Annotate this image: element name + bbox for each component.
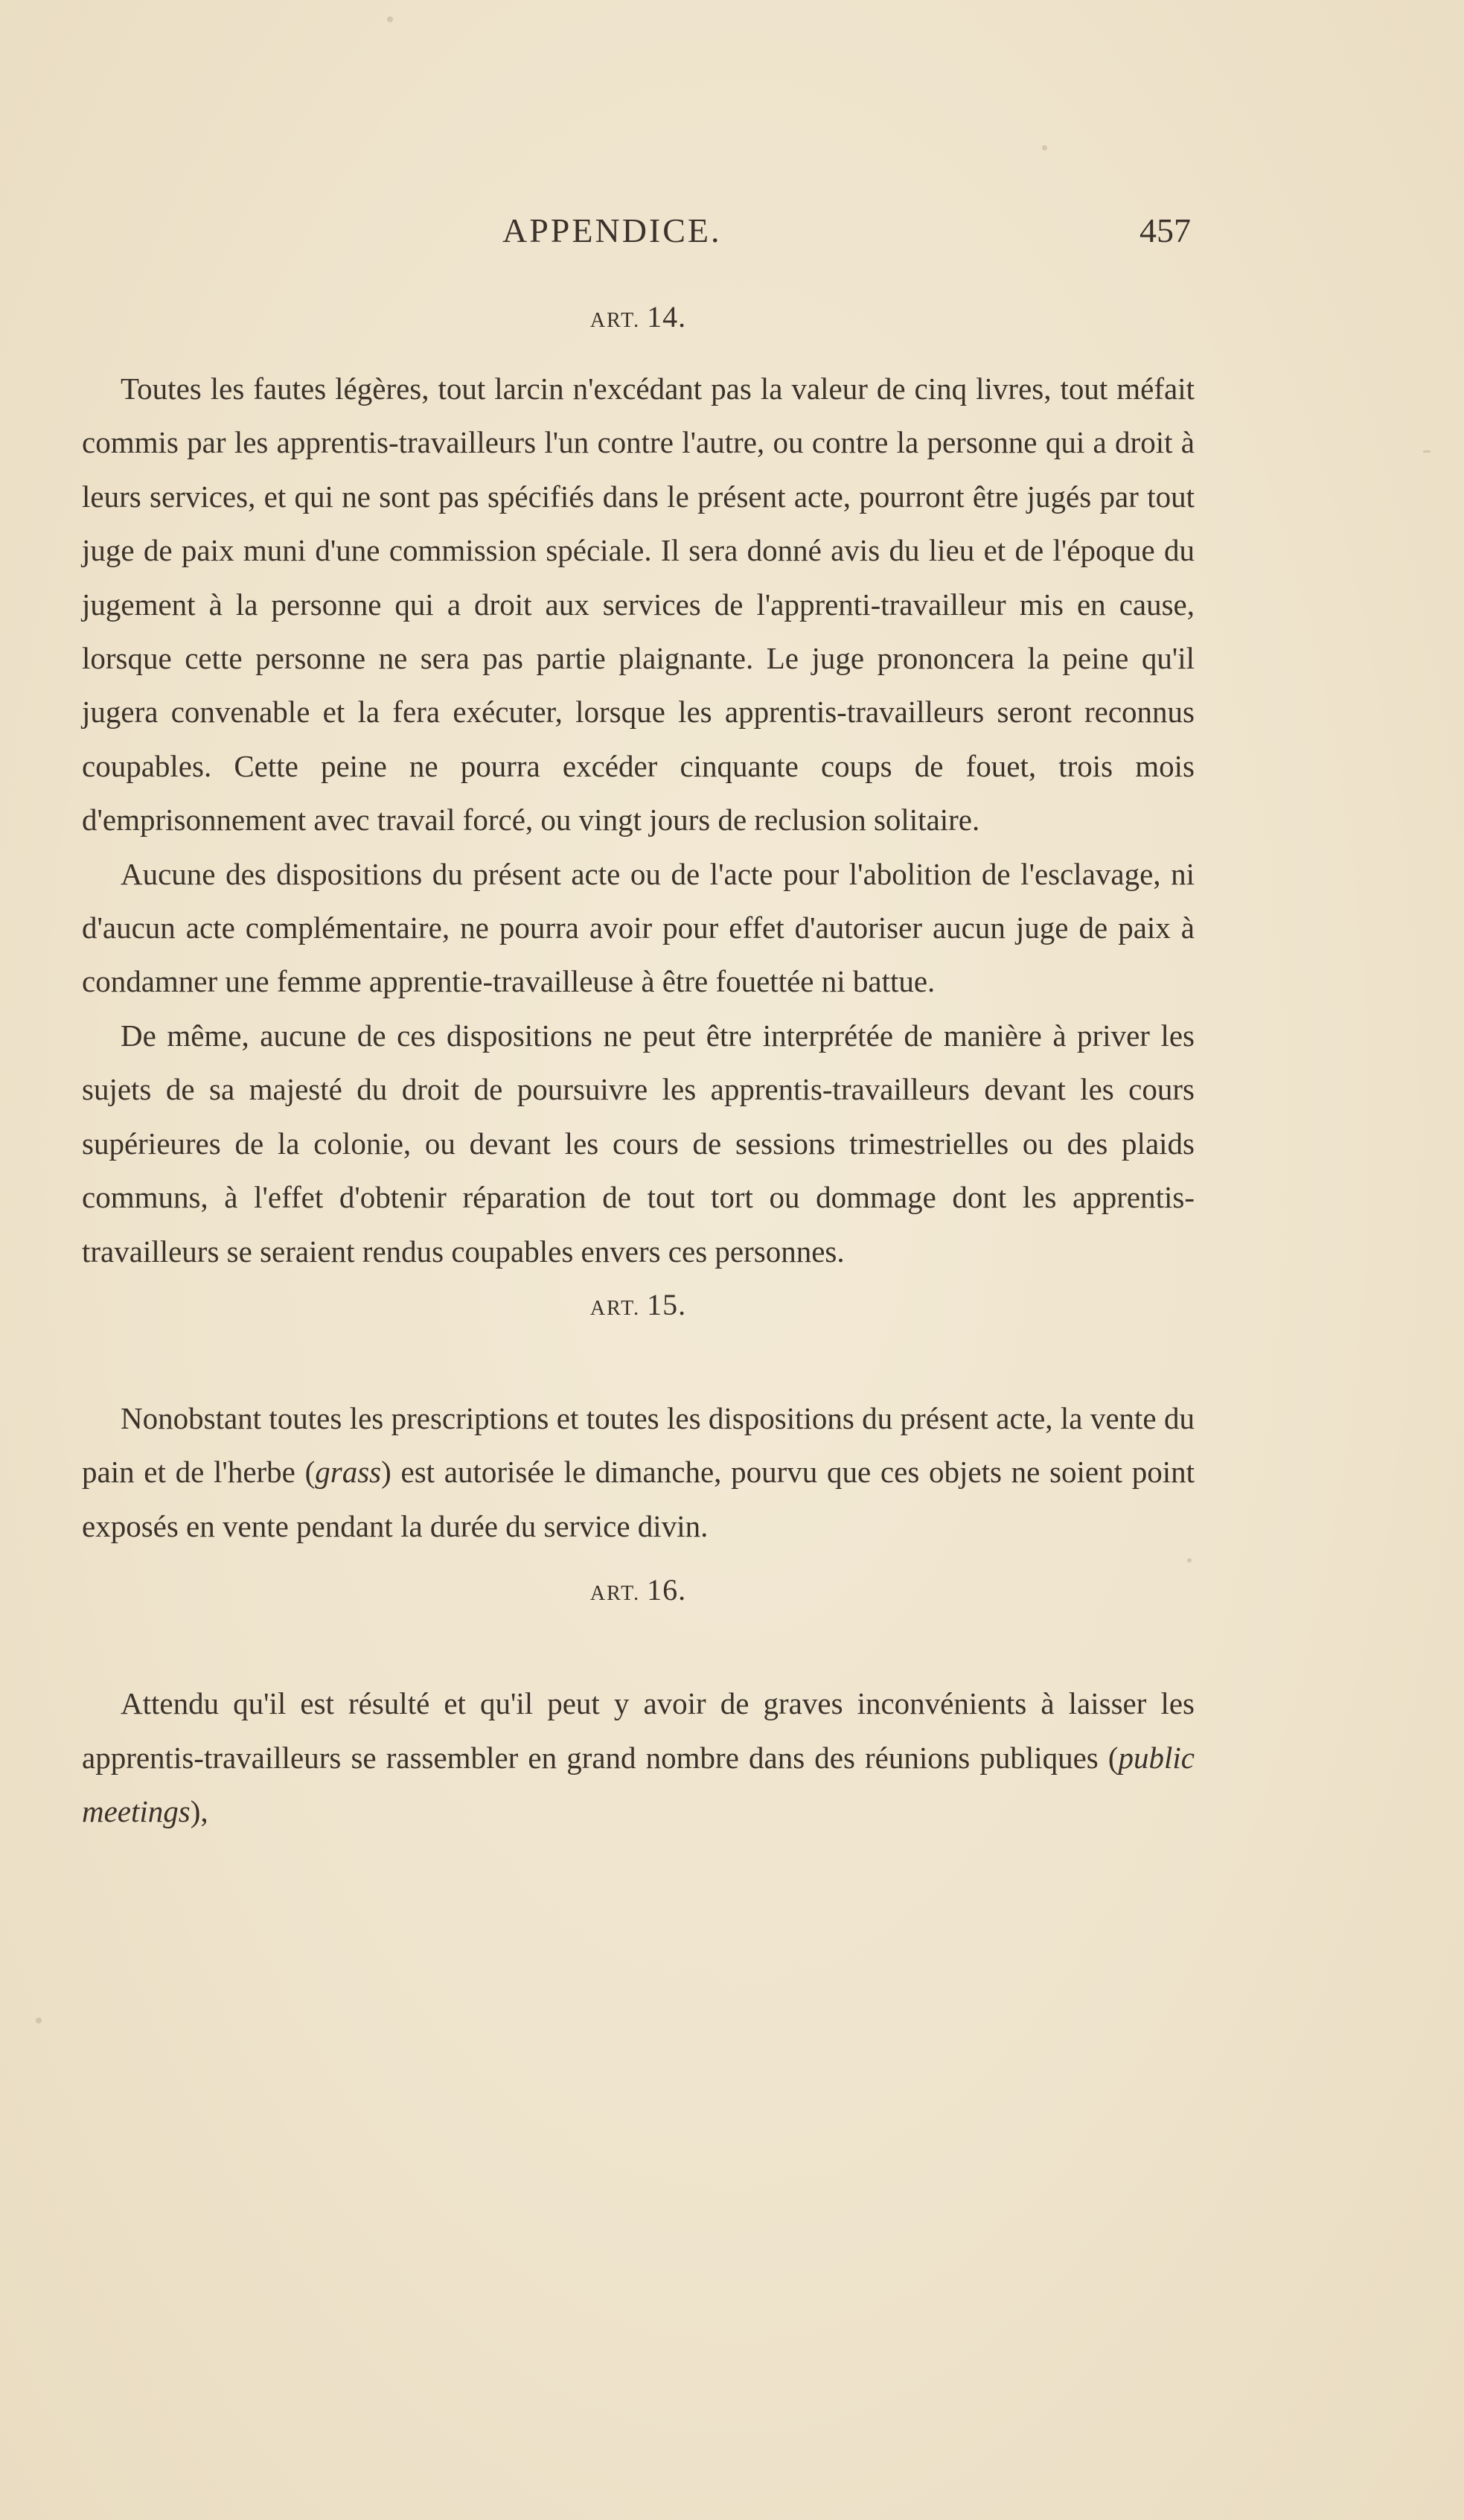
paragraph: Toutes les fautes légères, tout larcin n'excédant pas la valeur de cinq livres, tout méfait commis par les apprentis-travailleurs l'un contre l'autre, ou contre la personne qui a droit à leurs services, et qui ne sont pas spécifiés dans le présent acte, pourront être jugés par tout juge de paix muni d'une commission spéciale. Il sera donné avis du lieu et de l'époque du jugement à la personne qui a droit aux services de l'apprenti-travailleur mis en cause, lorsque cette personne ne sera pas partie plaignante. Le juge prononcera la peine qu'il jugera convenable et la fera exécuter, lorsque les apprentis-travailleurs seront reconnus coupables. Cette peine ne pourra excéder cinquante coups de fouet, trois mois d'emprisonnement avec travail forcé, ou vingt jours de reclusion solitaire. [82,371,1195,838]
body-text [82,290,1195,1838]
paragraph-text: Attendu qu'il est résulté et qu'il peut y avoir de graves inconvénients à laisser les apprentis-travailleurs se rassembler en grand nombre dans des réunions publiques ( [82,1686,1195,1775]
article-heading-number: 16. [647,1573,687,1607]
article-heading-prefix: ART. [589,309,641,332]
paragraph [82,1677,1195,1838]
paragraph-text: Nonobstant toutes les prescriptions et toutes les dispositions du présent acte, la vente du pain et de l'herbe ( [82,1400,1195,1490]
paragraph-italic-term: public meetings [82,1740,1195,1828]
paragraph: De même, aucune de ces dispositions ne peut être interprétée de manière à priver les sujets de sa majesté du droit de poursuivre les apprentis-travailleurs devant les cours supérieures de la colonie, ou devant les cours de sessions trimestrielles ou des plaids communs, à l'effet d'obtenir réparation de tout tort ou dommage dont les apprentis-travailleurs se seraient rendus coupables envers ces personnes. [82,1018,1195,1269]
article-heading-number: 15. [647,1287,687,1321]
article-heading [82,1563,1195,1617]
paragraph-italic-term: grass [315,1455,382,1490]
article-heading-prefix: ART. [589,1582,641,1606]
page-number: 457 [1139,211,1191,249]
paragraph [82,1391,1195,1553]
paper-spot [1042,145,1047,150]
running-head [82,201,1191,261]
paragraph-text: ), [190,1793,208,1828]
article-heading-number: 14. [647,300,687,334]
paragraph-text: ) est autorisée le dimanche, pourvu que ces objets ne soient point exposés en vente pendant la durée du service divin. [82,1455,1195,1543]
paper-spot [387,16,393,22]
paper-spot [36,2017,42,2023]
article-heading [82,290,1195,344]
running-title: APPENDICE. [502,211,722,249]
article-heading-prefix: ART. [589,1296,641,1320]
article-heading [82,1278,1195,1332]
paragraph: Aucune des dispositions du présent acte ou de l'acte pour l'abolition de l'esclavage, ni d'aucun acte complémentaire, ne pourra avoir pour effet d'autoriser aucun juge de paix à condamner une femme apprentie-travailleuse à être fouettée ni battue. [82,856,1195,999]
paper-spot [1423,450,1431,453]
